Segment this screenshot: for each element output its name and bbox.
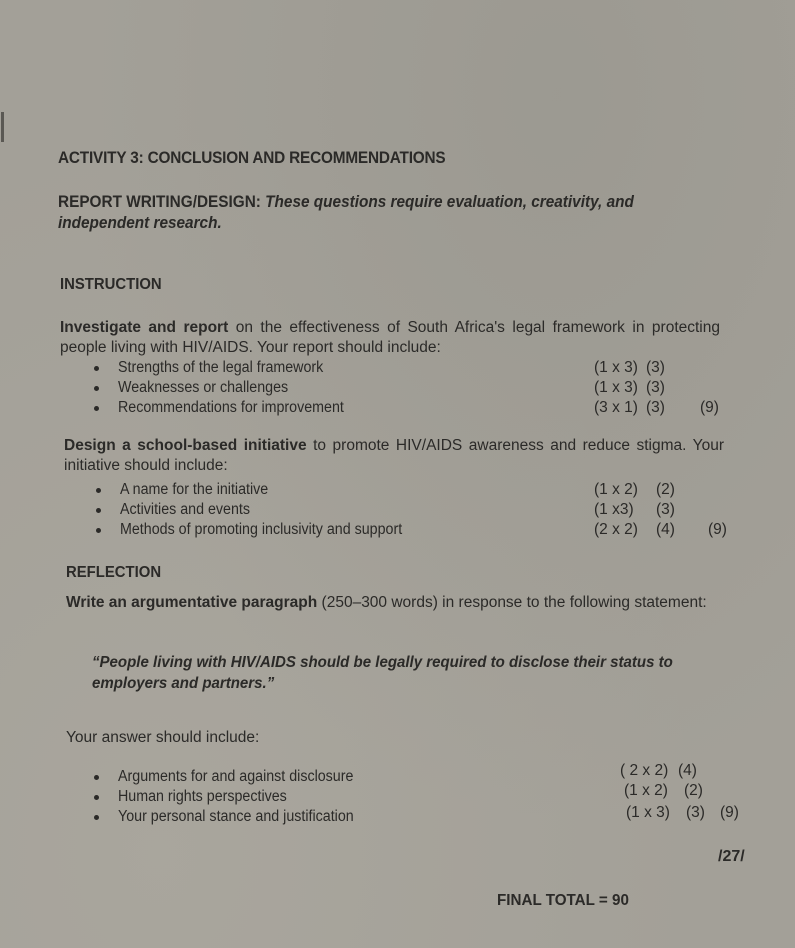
task2-prompt xyxy=(64,436,724,476)
task1-item xyxy=(94,398,744,418)
bullet-icon xyxy=(94,815,99,820)
reflection-quote: “People living with HIV/AIDS should be legally required to disclose their status to employers and partners.” xyxy=(92,654,673,692)
task1-item xyxy=(94,358,744,378)
report-heading-description: These questions require evaluation, creativity, and independent research. xyxy=(58,193,634,232)
item-total: (9) xyxy=(700,399,719,416)
item-calc: (3 x 1) xyxy=(594,399,638,416)
item-total: (9) xyxy=(720,804,739,821)
item-calc: (2 x 2) xyxy=(594,521,638,538)
item-label: Weaknesses or challenges xyxy=(118,379,289,396)
task2-text: to promote HIV/AIDS awareness and reduce stigma. Your initiative should include: xyxy=(64,437,724,474)
activity-subtotal: /27/ xyxy=(718,848,745,865)
item-label: Your personal stance and justification xyxy=(118,808,354,825)
item-marks: (4) xyxy=(678,762,697,779)
task2-item xyxy=(96,500,746,520)
item-marks: (3) xyxy=(646,379,665,396)
item-marks: (2) xyxy=(684,782,703,799)
bullet-icon xyxy=(94,406,99,411)
task2-lead: Design a school-based initiative xyxy=(64,437,307,454)
item-marks: (3) xyxy=(646,399,665,416)
page-edge-shadow xyxy=(1,112,4,142)
item-calc: (1 x 3) xyxy=(594,359,638,376)
activity-title: ACTIVITY 3: CONCLUSION AND RECOMMENDATIONS xyxy=(58,149,446,167)
item-calc: (1 x3) xyxy=(594,501,634,518)
answer-intro: Your answer should include: xyxy=(66,729,260,746)
reflection-item xyxy=(94,762,784,787)
item-label: Recommendations for improvement xyxy=(118,399,344,416)
item-label: Methods of promoting inclusivity and support xyxy=(120,521,403,538)
task2-item xyxy=(96,480,746,500)
item-total: (9) xyxy=(708,521,727,538)
item-label: A name for the initiative xyxy=(120,481,269,498)
item-marks: (4) xyxy=(656,521,675,538)
task2-requirements xyxy=(96,480,746,540)
item-label: Activities and events xyxy=(120,501,250,518)
report-heading-lead: REPORT WRITING/DESIGN: xyxy=(58,193,261,211)
instruction-heading: INSTRUCTION xyxy=(60,276,162,293)
final-total: FINAL TOTAL = 90 xyxy=(497,892,629,909)
reflection-item xyxy=(94,782,784,807)
bullet-icon xyxy=(96,488,101,493)
reflection-lead: Write an argumentative paragraph xyxy=(66,594,318,611)
bullet-icon xyxy=(94,366,99,371)
bullet-icon xyxy=(96,528,101,533)
item-calc: (1 x 2) xyxy=(594,481,638,498)
item-marks: (3) xyxy=(656,501,675,518)
item-calc: (1 x 2) xyxy=(624,782,668,799)
bullet-icon xyxy=(94,386,99,391)
reflection-heading: REFLECTION xyxy=(66,564,162,581)
item-marks: (3) xyxy=(646,359,665,376)
bullet-icon xyxy=(94,795,99,800)
item-label: Human rights perspectives xyxy=(118,788,287,805)
task1-prompt xyxy=(60,318,720,358)
item-marks: (3) xyxy=(686,804,705,821)
report-heading xyxy=(58,192,709,234)
reflection-text: (250–300 words) in response to the following statement: xyxy=(321,594,707,611)
reflection-prompt xyxy=(66,593,732,613)
task1-text: on the effectiveness of South Africa's legal framework in protecting people living with HIV/AIDS. Your report should include: xyxy=(60,319,720,356)
item-label: Strengths of the legal framework xyxy=(118,359,324,376)
item-calc: ( 2 x 2) xyxy=(620,762,669,779)
item-label: Arguments for and against disclosure xyxy=(118,768,354,785)
item-calc: (1 x 3) xyxy=(626,804,670,821)
reflection-requirements xyxy=(94,762,784,827)
item-calc: (1 x 3) xyxy=(594,379,638,396)
bullet-icon xyxy=(94,775,99,780)
task1-lead: Investigate and report xyxy=(60,319,229,336)
task2-item xyxy=(96,520,746,540)
bullet-icon xyxy=(96,508,101,513)
task1-item xyxy=(94,378,744,398)
task1-requirements xyxy=(94,358,744,418)
reflection-item xyxy=(94,804,784,827)
item-marks: (2) xyxy=(656,481,675,498)
